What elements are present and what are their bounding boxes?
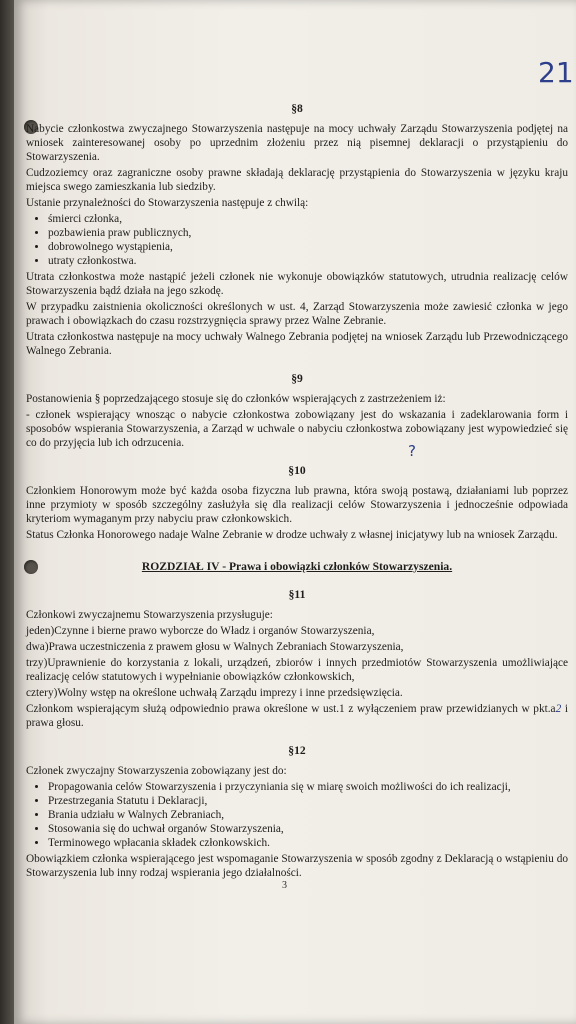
handwritten-question-mark: ? <box>408 442 416 460</box>
handwritten-note-mark: 2 <box>555 703 562 715</box>
list-item: • dobrowolnego wystąpienia, <box>48 240 568 254</box>
section-11-title: §11 <box>288 588 306 601</box>
s11-paragraph-2 <box>26 702 568 730</box>
section-12-title: §12 <box>288 744 306 757</box>
list-item: • Propagowania celów Stowarzyszenia i przyczyniania się w miarę swoich możliwości do ich realizacji, <box>48 780 568 794</box>
list-item: • Terminowego wpłacania składek członkowskich. <box>48 836 568 850</box>
list-item: • utraty członkostwa. <box>48 254 568 268</box>
s11-item-4: cztery)Wolny wstęp na określone uchwałą Zarządu imprezy i inne przedsięwzięcia. <box>26 687 403 699</box>
s8-paragraph-1: Nabycie członkostwa zwyczajnego Stowarzyszenia następuje na mocy uchwały Zarządu Stowarzyszenia podjętej na wniosek zainteresowanej osoby po uprzednim złożeniu przez nią pisemnej deklaracji o przystąpieniu do Stowarzyszenia. <box>26 123 568 163</box>
s11-item-3: trzy)Uprawnienie do korzystania z lokali, urządzeń, zbiorów i innych przedmiotów Stowarzyszenia umożliwiające realizację celów statutowych i wypełnianie obowiązków członkowskich, <box>26 657 568 683</box>
list-item: • Stosowania się do uchwał organów Stowarzyszenia, <box>48 822 568 836</box>
s10-paragraph-1: Członkiem Honorowym może być każda osoba fizyczna lub prawna, która swoją postawą, działaniami lub poprzez inne przymioty w sposób szczególny zasłużyła się dla realizacji celów Stowarzyszenia i jednocześnie odpowiada kryteriom wymaganym przy nabyciu praw członkowskich. <box>26 485 568 525</box>
handwritten-page-mark: 21 <box>538 56 574 89</box>
s8-paragraph-2: Cudzoziemcy oraz zagraniczne osoby prawne składają deklarację przystąpienia do Stowarzyszenia w języku kraju miejsca swego zamieszkania lub siedziby. <box>26 167 568 193</box>
s11-item-2: dwa)Prawa uczestniczenia z prawem głosu w Walnych Zebraniach Stowarzyszenia, <box>26 641 404 653</box>
list-item: • Przestrzegania Statutu i Deklaracji, <box>48 794 568 808</box>
list-item: • śmierci członka, <box>48 212 568 226</box>
s10-paragraph-2: Status Członka Honorowego nadaje Walne Zebranie w drodze uchwały z własnej inicjatywy lub na wniosek Zarządu. <box>26 529 558 541</box>
list-item: • pozbawienia praw publicznych, <box>48 226 568 240</box>
s11-p2-tail: i prawa głosu. <box>26 703 568 729</box>
s12-list <box>26 780 568 850</box>
s12-paragraph-1: Członek zwyczajny Stowarzyszenia zobowiązany jest do: <box>26 765 287 777</box>
s8-paragraph-5: W przypadku zaistnienia okoliczności określonych w ust. 4, Zarząd Stowarzyszenia może zawiesić członka w jego prawach i obowiązkach do czasu rozstrzygnięcia sprawy przez Walne Zebranie. <box>26 301 568 327</box>
s8-list <box>26 212 568 268</box>
s12-paragraph-2: Obowiązkiem członka wspierającego jest wspomaganie Stowarzyszenia w sposób zgodny z Deklaracją o wstąpieniu do Stowarzyszenia lub inny rodzaj wspierania jego działalności. <box>26 853 568 879</box>
list-item: • Brania udziału w Walnych Zebraniach, <box>48 808 568 822</box>
s11-item-1: jeden)Czynne i bierne prawo wyborcze do Władz i organów Stowarzyszenia, <box>26 625 375 637</box>
s8-paragraph-3: Ustanie przynależności do Stowarzyszenia następuje z chwilą: <box>26 197 309 209</box>
section-9-title: §9 <box>291 372 303 385</box>
document-body <box>26 88 568 882</box>
s11-p2-text: Członkom wspierającym służą odpowiednio prawa określone w ust.1 z wyłączeniem praw przewidzianych w pkt.a <box>26 703 556 715</box>
s11-paragraph-1: Członkowi zwyczajnemu Stowarzyszenia przysługuje: <box>26 609 273 621</box>
chapter-title: ROZDZIAŁ IV - Prawa i obowiązki członków Stowarzyszenia. <box>141 560 453 573</box>
page-number: 3 <box>282 880 287 891</box>
s8-paragraph-6: Utrata członkostwa następuje na mocy uchwały Walnego Zebrania podjętej na wniosek Zarządu lub Przewodniczącego Walnego Zebrania. <box>26 331 568 357</box>
s9-paragraph-2: - członek wspierający wnosząc o nabycie członkostwa zobowiązany jest do wskazania i zadeklarowania form i sposobów wspierania Stowarzyszenia, a Zarząd w uchwale o nabyciu członkostwa zobowiązany jest wypowiedzieć się co do przyjęcia lub ich odrzucenia. <box>26 409 568 449</box>
section-8-title: §8 <box>291 102 303 115</box>
s9-paragraph-1: Postanowienia § poprzedzającego stosuje się do członków wspierających z zastrzeżeniem iż: <box>26 393 446 405</box>
s8-paragraph-4: Utrata członkostwa może nastąpić jeżeli członek nie wykonuje obowiązków statutowych, utrudnia realizację celów Stowarzyszenia bądź działa na jego szkodę. <box>26 271 568 297</box>
section-10-title: §10 <box>288 464 306 477</box>
